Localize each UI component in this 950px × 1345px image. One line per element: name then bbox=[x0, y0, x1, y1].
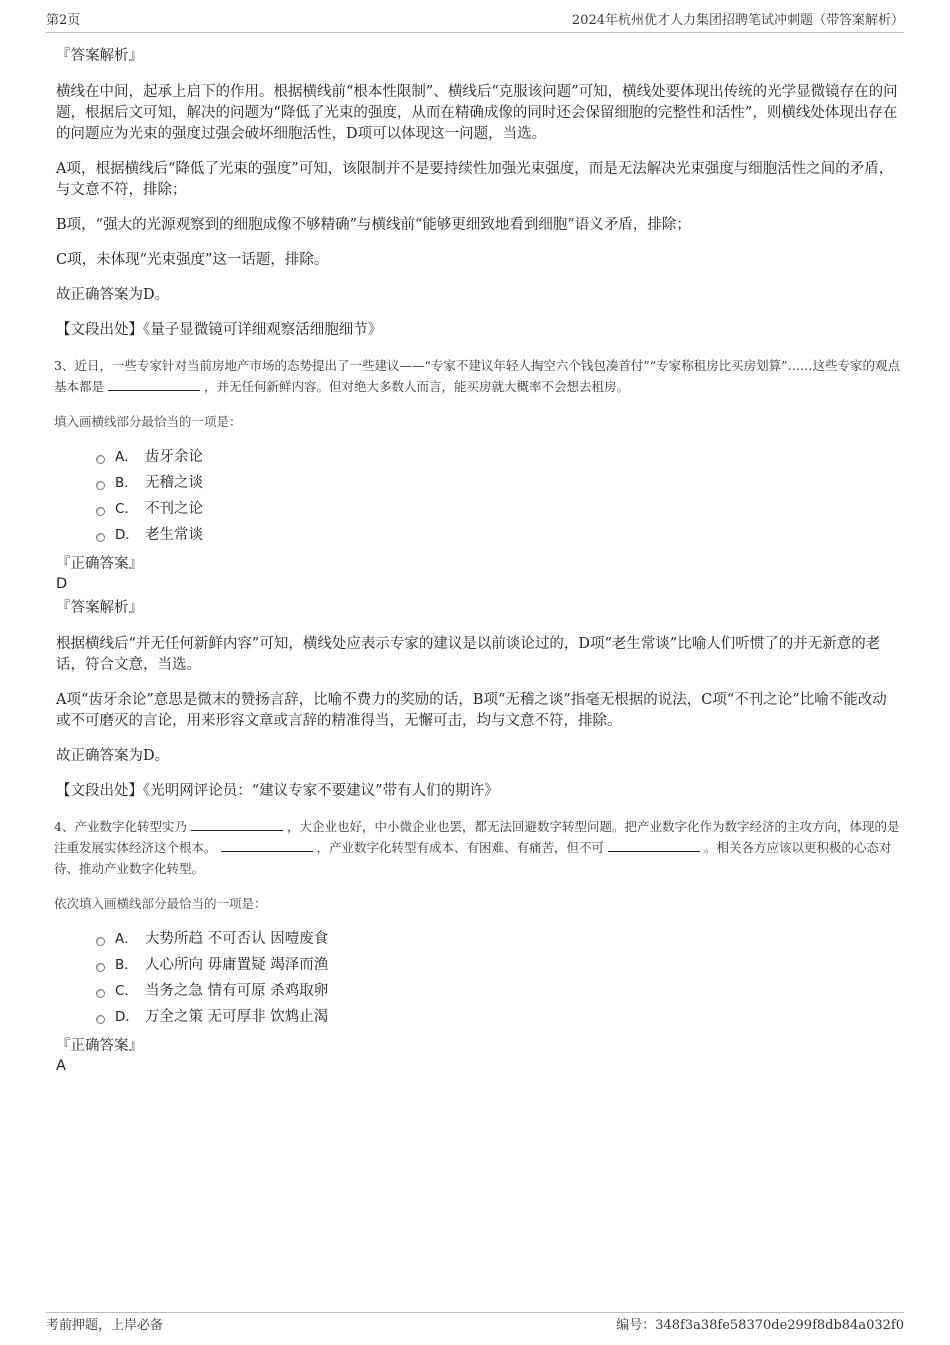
option-c[interactable]: C． 不刊之论 bbox=[96, 496, 901, 522]
analysis-paragraph: 故正确答案为D。 bbox=[56, 287, 170, 303]
correct-answer-label: 『正确答案』 bbox=[56, 1038, 143, 1054]
correct-answer: A bbox=[56, 1058, 66, 1074]
analysis-paragraph: B项，“强大的光源观察到的细胞成像不够精确”与横线前“能够更细致地看到细胞”语义矛盾，排除； bbox=[56, 217, 691, 233]
radio-icon[interactable] bbox=[96, 455, 105, 464]
option-d[interactable]: D． 老生常谈 bbox=[96, 522, 901, 548]
option-b[interactable]: B． 人心所向 毋庸置疑 竭泽而渔 bbox=[96, 952, 901, 978]
question-3-text-before: 3、近日，一些专家针对当前房地产市场的态势提出了一些建议——“专家不建议年轻人掏空六个钱包凑首付”“专家称租房比买房划算”……这些专家的观点基本都是 bbox=[54, 358, 901, 394]
analysis-paragraph: C项，未体现“光束强度”这一话题，排除。 bbox=[56, 252, 329, 268]
option-c[interactable]: C． 当务之急 情有可原 杀鸡取卵 bbox=[96, 978, 901, 1004]
option-d[interactable]: D． 万全之策 无可厚非 饮鸩止渴 bbox=[96, 1004, 901, 1030]
radio-icon[interactable] bbox=[96, 989, 105, 998]
option-a[interactable]: A． 齿牙余论 bbox=[96, 444, 901, 470]
fill-blank bbox=[108, 378, 200, 391]
radio-icon[interactable] bbox=[96, 937, 105, 946]
analysis-paragraph: 横线在中间，起承上启下的作用。根据横线前“根本性限制”、横线后“克服该问题”可知，横线处要体现出传统的光学显微镜存在的问题，根据后文可知，解决的问题为“降低了光束的强度，从而在精确成像的同时还会保留细胞的完整性和活性”，则横线处体现出存在的问题应为光束的强度过强会破坏细胞活性，D项可以体现这一问题，当选。 bbox=[56, 84, 898, 142]
radio-icon[interactable] bbox=[96, 481, 105, 490]
option-a[interactable]: A． 大势所趋 不可否认 因噎废食 bbox=[96, 926, 901, 952]
question-4-stem: 4、产业数字化转型实乃 ，大企业也好，中小微企业也罢，都无法回避数字转型问题。把产业数字化作为数字经济的主攻方向，体现的是注重发展实体经济这个根本。 ，产业数字化转型有成本、有困难、有痛苦，但不可 。相关各方应该以更积极的心态对待、推动产业数字化转型。 bbox=[54, 819, 900, 876]
option-b[interactable]: B． 无稽之谈 bbox=[96, 470, 901, 496]
radio-icon[interactable] bbox=[96, 533, 105, 542]
analysis-label: 『答案解析』 bbox=[56, 600, 143, 616]
radio-icon[interactable] bbox=[96, 963, 105, 972]
radio-icon[interactable] bbox=[96, 1015, 105, 1024]
question-4-options bbox=[96, 926, 901, 1030]
question-4-prompt: 依次填入画横线部分最恰当的一项是： bbox=[54, 896, 267, 911]
source-citation: 【文段出处】《量子显微镜可详细观察活细胞细节》 bbox=[56, 322, 383, 338]
question-3-text-after: ，并无任何新鲜内容。但对绝大多数人而言，能买房就大概率不会想去租房。 bbox=[204, 379, 630, 394]
fill-blank bbox=[221, 839, 313, 852]
analysis-label: 『答案解析』 bbox=[56, 48, 143, 64]
page-header bbox=[46, 10, 904, 33]
fill-blank bbox=[608, 839, 700, 852]
source-citation: 【文段出处】《光明网评论员：“建议专家不要建议”带有人们的期许》 bbox=[56, 783, 499, 799]
fill-blank bbox=[191, 818, 283, 831]
correct-answer-label: 『正确答案』 bbox=[56, 556, 143, 572]
analysis-paragraph: A项，根据横线后“降低了光束的强度”可知，该限制并不是要持续性加强光束强度，而是无法解决光束强度与细胞活性之间的矛盾，与文意不符，排除； bbox=[56, 161, 894, 198]
document-title: 2024年杭州优才人力集团招聘笔试冲刺题（带答案解析） bbox=[571, 13, 904, 28]
page-footer bbox=[46, 1312, 904, 1335]
radio-icon[interactable] bbox=[96, 507, 105, 516]
analysis-paragraph: 故正确答案为D。 bbox=[56, 748, 170, 764]
question-3-stem bbox=[54, 355, 901, 397]
analysis-paragraph: A项“齿牙余论”意思是微末的赞扬言辞，比喻不费力的奖励的话，B项“无稽之谈”指毫无根据的说法，C项“不刊之论”比喻不能改动或不可磨灭的言论，用来形容文章或言辞的精准得当，无懈可击，均与文意不符，排除。 bbox=[56, 692, 887, 729]
footer-slogan: 考前押题，上岸必备 bbox=[46, 1318, 164, 1333]
page-number: 第2页 bbox=[46, 13, 81, 28]
correct-answer: D bbox=[56, 576, 68, 592]
page-content bbox=[56, 40, 901, 1076]
question-3-prompt: 填入画横线部分最恰当的一项是： bbox=[54, 414, 242, 429]
question-3-options bbox=[96, 444, 901, 548]
document-code: 编号：348f3a38fe58370de299f8db84a032f0 bbox=[616, 1318, 904, 1333]
analysis-paragraph: 根据横线后“并无任何新鲜内容”可知，横线处应表示专家的建议是以前谈论过的，D项“老生常谈”比喻人们听惯了的并无新意的老话，符合文意，当选。 bbox=[56, 636, 881, 673]
